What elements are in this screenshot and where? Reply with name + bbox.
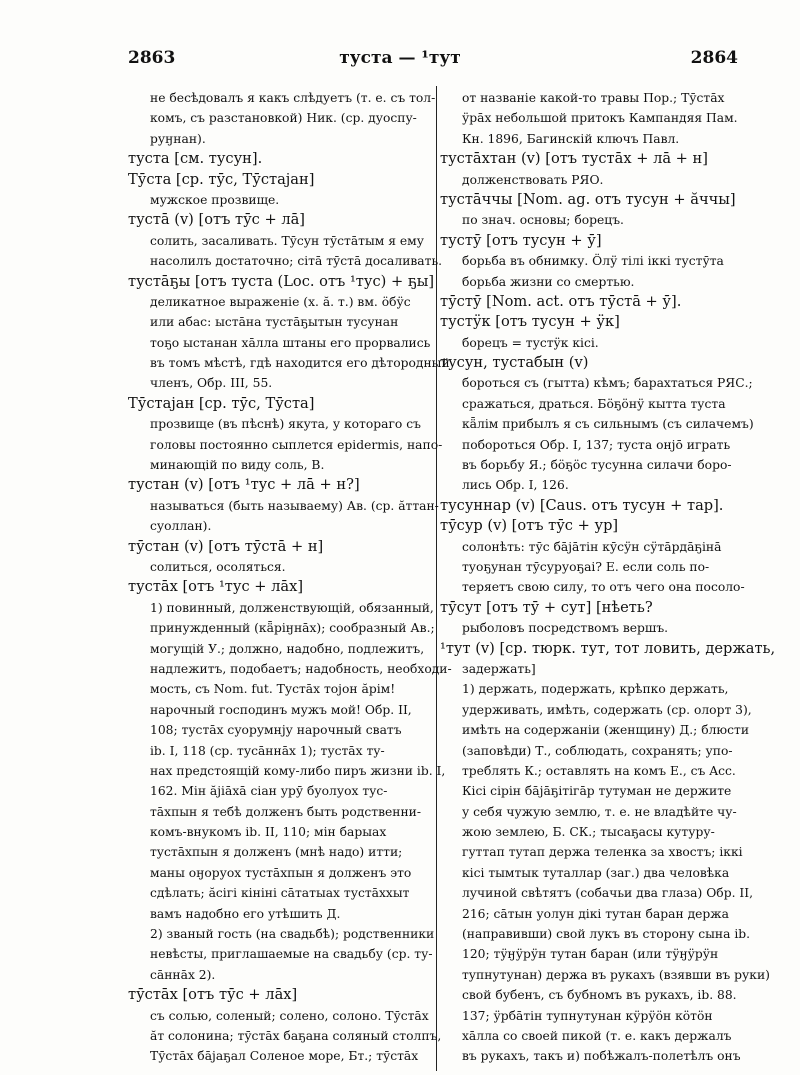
entry-text-line: называться (быть называему) Ав. (ср. ăттан- bbox=[150, 498, 439, 513]
entry-text-line: (заповѣди) Т., соблюдать, сохранять; упо- bbox=[462, 743, 733, 758]
page-number-right: 2864 bbox=[690, 48, 738, 68]
entry-text-line: задержать] bbox=[462, 661, 536, 676]
running-title: туста — ¹тут bbox=[339, 48, 461, 68]
entry-text-line: (направивши) свой лукъ въ сторону сына ib. bbox=[462, 927, 751, 942]
entry-text-line: могущiй У.; должно, надобно, подлежитъ, bbox=[150, 641, 425, 656]
entry-text-line: ӱрāх небольшой притокъ Кампандяя Пам. bbox=[462, 111, 738, 126]
entry-text-line: невѣсты, приглашаемые на свадьбу (ср. ту- bbox=[150, 947, 433, 962]
entry-text-line: суоллан). bbox=[150, 519, 212, 534]
entry-text-line: вамъ надобно его утѣшить Д. bbox=[150, 906, 341, 921]
entry-headword-line: тӯстāх [отъ тӯс + лāх] bbox=[128, 986, 298, 1004]
entry-text-line: прозвище (въ пѣснѣ) якута, у котораго съ bbox=[150, 417, 421, 432]
entry-text-line: въ томъ мѣстѣ, гдѣ находится его дѣтородный bbox=[150, 356, 450, 371]
entry-headword-line: тӯстӯ [Nom. act. отъ тӯстā + ӯ]. bbox=[440, 292, 682, 310]
entry-text-line: по знач. основы; борецъ. bbox=[462, 213, 624, 228]
column-divider bbox=[436, 86, 437, 1071]
entry-text-line: тупнутунан) держа въ рукахъ (взявши въ руки) bbox=[462, 967, 770, 982]
entry-text-line: жою землею, Б. СК.; тысаҕасы кутуру- bbox=[462, 825, 715, 840]
entry-text-line: ăт солонина; тӯстāх баҕана соляный столпъ, bbox=[150, 1028, 442, 1043]
entry-headword-line: тусуннар (v) [Caus. отъ тусун + тар]. bbox=[440, 496, 724, 514]
entry-text-line: Кiсi сiрiн бājāҕiтiгāр тутуман не держите bbox=[462, 784, 732, 799]
entry-headword-line: тустāҕы [отъ туста (Loc. отъ ¹тус) + ҕы] bbox=[128, 272, 435, 290]
entry-text-line: удерживать, имѣть, содержать (ср. олорт 3), bbox=[462, 702, 752, 717]
entry-headword-line: тусун, тустабын (v) bbox=[440, 354, 589, 372]
entry-text-line: солонѣть: тӯс бājāтiн кӯсӱн сӱтāрдāҕiнā bbox=[462, 539, 722, 554]
entry-text-line: 1) повинный, долженствующiй, обязанный, bbox=[150, 600, 434, 615]
entry-text-line: хāлла со своей пикой (т. е. какъ держалъ bbox=[462, 1028, 732, 1043]
entry-text-line: борьба жизни со смертью. bbox=[462, 274, 635, 289]
entry-text-line: солить, засаливать. Тӯсун тӯстāтым я ему bbox=[150, 233, 424, 248]
entry-text-line: борьба въ обнимку. Ӧлӱ тiлi iккi тустӯта bbox=[462, 254, 724, 269]
entry-text-line: тустāхпын я долженъ (мнѣ надо) итти; bbox=[150, 845, 403, 860]
entry-headword-line: тустā (v) [отъ тӯс + лā] bbox=[128, 211, 305, 229]
entry-text-line: солиться, осоляться. bbox=[150, 559, 286, 574]
entry-headword-line: тустāччы [Nom. ag. отъ тусун + ăччы] bbox=[440, 190, 736, 208]
entry-text-line: ib. I, 118 (ср. тусāннāх 1); тустāх ту- bbox=[150, 743, 385, 758]
entry-text-line: тāхпын я тебѣ долженъ быть родственни- bbox=[150, 804, 422, 819]
entry-text-line: лись Обр. I, 126. bbox=[462, 478, 569, 493]
entry-text-line: 137; ӱрбāтiн тупнутунан кӱрӱӧн кӧтӧн bbox=[462, 1008, 713, 1023]
entry-headword-line: тустӯ [отъ тусун + ӯ] bbox=[440, 231, 602, 249]
entry-text-line: 120; тӱӈӱрӱн тутан баран (или тӱӈӱрӱн bbox=[462, 947, 719, 962]
entry-text-line: 2) званый гость (на свадьбѣ); родственники bbox=[150, 927, 435, 942]
entry-text-line: туоҕунан тӯсуруоҕаi? Е. если соль по- bbox=[462, 559, 710, 574]
entry-text-line: 1) держать, подержать, крѣпко держать, bbox=[462, 682, 729, 697]
entry-text-line: членъ, Обр. III, 55. bbox=[150, 376, 273, 391]
entry-text-line: минающiй по виду соль, В. bbox=[150, 458, 325, 473]
entry-text-line: кiсi тымтык туталлар (заг.) два человѣка bbox=[462, 865, 730, 880]
entry-text-line: 216; сāтын уолун дiкi тутан баран держа bbox=[462, 906, 729, 921]
entry-text-line: нах предстоящiй кому-либо пиръ жизни ib. I, bbox=[150, 763, 446, 778]
entry-text-line: свой бубенъ, съ бубномъ въ рукахъ, ib. 88. bbox=[462, 988, 737, 1003]
entry-text-line: надлежитъ, подобаетъ; надобность, необходи- bbox=[150, 661, 452, 676]
entry-text-line: принужденный (кǟрiӈнāх); сообразный Ав.; bbox=[150, 621, 435, 636]
entry-text-line: мость, съ Nom. fut. Тустāх тоjон ăрiм! bbox=[150, 682, 396, 697]
entry-headword-line: туста [см. тусун]. bbox=[128, 150, 263, 168]
entry-headword-line: тустāхтан (v) [отъ тустāх + лā + н] bbox=[440, 150, 708, 168]
entry-text-line: сдѣлать; ăсiгi кiнiнi сāтатыах тустāххыт bbox=[150, 886, 410, 901]
entry-text-line: деликатное выраженiе (х. ă. т.) вм. ӧбӱс bbox=[150, 294, 411, 309]
entry-text-line: Тӯстāх бājаҕал Соленое море, Бт.; тӯстāх bbox=[150, 1049, 419, 1064]
entry-text-line: руӈнан). bbox=[150, 131, 206, 146]
entry-text-line: бороться съ (гытта) кѣмъ; барахтаться РЯС.; bbox=[462, 376, 753, 391]
entry-headword-line: тӯстан (v) [отъ тӯстā + н] bbox=[128, 537, 324, 555]
entry-text-line: теряетъ свою силу, то отъ чего она посоло- bbox=[462, 580, 745, 595]
entry-text-line: или абас: ыстāна тустāҕытын тусунан bbox=[150, 315, 399, 330]
entry-text-line: Кн. 1896, Багинскiй ключъ Павл. bbox=[462, 131, 680, 146]
page-number-left: 2863 bbox=[128, 48, 176, 68]
entry-headword-line: тӯсут [отъ тӯ + сут] [нѣеть? bbox=[440, 598, 653, 616]
entry-headword-line: тустан (v) [отъ ¹тус + лā + н?] bbox=[128, 476, 360, 494]
entry-text-line: имѣть на содержанiи (женщину) Д.; блюсти bbox=[462, 723, 750, 738]
entry-text-line: 108; тустāх суорумнjу нарочный сватъ bbox=[150, 723, 402, 738]
entry-text-line: сражаться, драться. Бӧҕӧнӱ кытта туста bbox=[462, 396, 726, 411]
entry-text-line: мужское прозвище. bbox=[150, 192, 280, 207]
left-column bbox=[128, 88, 452, 1067]
entry-text-line: гуттап тутап держа теленка за хвостъ; iккi bbox=[462, 845, 743, 860]
entry-headword-line: Тӯстаjан [ср. тӯс, Тӯста] bbox=[128, 394, 315, 412]
entry-text-line: комъ-внукомъ ib. II, 110; мiн барыах bbox=[150, 825, 387, 840]
entry-text-line: съ солью, соленый; солено, солоно. Тӯстāх bbox=[150, 1008, 429, 1023]
entry-text-line: въ борьбу Я.; бӧҕӧс тусунна силачи боро- bbox=[462, 458, 732, 473]
right-column bbox=[440, 88, 776, 1067]
entry-text-line: сāннāх 2). bbox=[150, 967, 216, 982]
entry-headword-line: тустāх [отъ ¹тус + лāх] bbox=[128, 578, 304, 596]
entry-text-line: от названiе какой-то травы Пор.; Тӯстāх bbox=[462, 91, 725, 105]
entry-text-line: нарочный господинъ мужъ мой! Обр. II, bbox=[150, 702, 412, 717]
entry-text-line: долженствовать РЯО. bbox=[462, 172, 604, 187]
entry-text-line: головы постоянно сыплется epidermis, напо- bbox=[150, 437, 443, 452]
page-header bbox=[0, 48, 800, 72]
entry-headword-line: тустӱк [отъ тусун + ӱк] bbox=[440, 313, 620, 331]
entry-text-line: насолилъ достаточно; сiтā тӯстā досаливать. bbox=[150, 254, 443, 269]
entry-text-line: кǟлiм прибылъ я съ сильнымъ (съ силачемъ) bbox=[462, 417, 754, 432]
entry-headword-line: тӯсур (v) [отъ тӯс + ур] bbox=[440, 517, 619, 535]
entry-text-line: побороться Обр. I, 137; туста онjō играть bbox=[462, 437, 731, 452]
entry-headword-line: Тӯста [ср. тӯс, Тӯстаjан] bbox=[128, 170, 315, 188]
entry-text-line: не бесѣдовалъ я какъ слѣдуетъ (т. е. съ тол- bbox=[150, 91, 436, 105]
entry-text-line: треблять К.; оставлять на комъ Е., съ Acc. bbox=[462, 763, 736, 778]
entry-text-line: рыболовъ посредствомъ вершъ. bbox=[462, 621, 669, 636]
entry-text-line: въ рукахъ, такъ и) побѣжалъ-полетѣлъ онъ bbox=[462, 1049, 741, 1064]
entry-text-line: маны оӈоруох тустāхпын я долженъ это bbox=[150, 865, 412, 880]
entry-text-line: лучиной свѣтятъ (собачьи два глаза) Обр. II, bbox=[462, 886, 754, 901]
entry-text-line: борецъ = тустӱк кiсi. bbox=[462, 335, 599, 350]
entry-headword-line: ¹тут (v) [ср. тюрк. тут, тот ловить, держать, bbox=[440, 639, 776, 657]
entry-text-line: тоҕо ыстанан хāлла штаны его прорвались bbox=[150, 335, 431, 350]
entry-text-line: у себя чужую землю, т. е. не владѣйте чу- bbox=[462, 804, 737, 819]
entry-text-line: 162. Мiн ăjiāxā сiан урӯ буолуох тус- bbox=[150, 784, 388, 799]
entry-text-line: комъ, съ разстановкой) Ник. (ср. дуоспу- bbox=[150, 111, 417, 126]
